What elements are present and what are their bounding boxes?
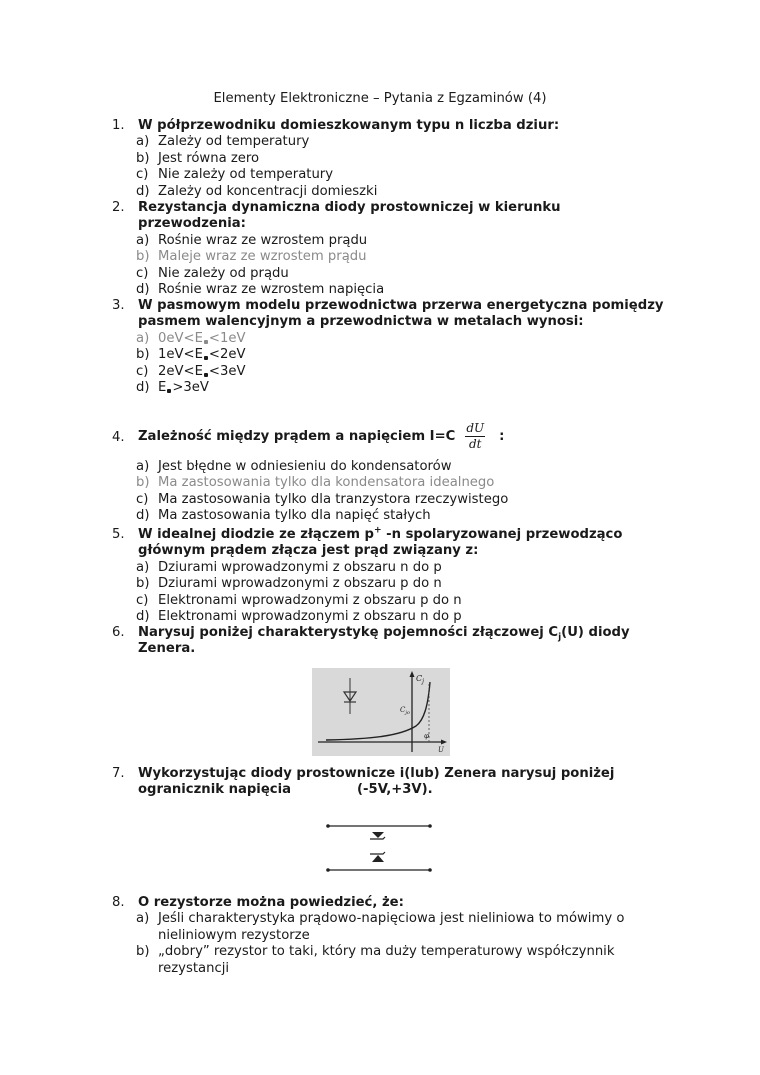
question-text: Wykorzystując diody prostownicze i(lub) Zenera narysuj poniżej ogranicznik napięcia (-5V,+3V). [138, 766, 615, 798]
zener-diode-bar [370, 852, 385, 854]
answer-option-highlighted: a) 0eV<E <1eV [136, 330, 246, 346]
answer-option: a) Rośnie wraz ze wzrostem prądu [136, 232, 368, 248]
question-text: Rezystancja dynamiczna diody prostowniczej w kierunku przewodzenia: [138, 200, 561, 232]
answer-option: a) Jeśli charakterystyka prądowo-napięciowa jest nieliniowa to mówimy o nieliniowym rezystorze [136, 911, 625, 943]
answer-option: c) Ma zastosowania tylko dla tranzystora rzeczywistego [136, 491, 509, 507]
answer-option: d) Ma zastosowania tylko dla napięć stałych [136, 508, 431, 524]
question-text: W idealnej diodzie ze złączem p+ -n spolaryzowanej przewodząco głównym prądem złącza jest prąd związany z: [138, 525, 623, 559]
answer-option-highlighted: b) Ma zastosowania tylko dla kondensatora idealnego [136, 475, 495, 491]
answer-option: b) Dziurami wprowadzonymi z obszaru p do n [136, 576, 442, 592]
question-text: W półprzewodniku domieszkowanym typu n liczba dziur: [138, 118, 560, 133]
question-7 [112, 766, 672, 799]
question-text: W pasmowym modelu przewodnictwa przerwa energetyczna pomiędzy pasmem walencyjnym a przewodnictwa w metalach wynosi: [138, 298, 664, 330]
question-text: Zależność między prądem a napięciem I=C $\frac{dU}{dt}$ : [138, 420, 505, 451]
question-text: O rezystorze można powiedzieć, że: [138, 895, 404, 910]
capacitance-characteristic-figure [312, 668, 450, 756]
answer-option: a) Dziurami wprowadzonymi z obszaru n do p [136, 559, 442, 575]
subscript-g-mark [204, 373, 208, 377]
question-number: 4. [112, 430, 125, 445]
subscript-g-mark [204, 356, 208, 360]
voltage-range: (-5V,+3V). [357, 782, 433, 798]
answer-option: d) Elektronami wprowadzonymi z obszaru n do p [136, 609, 462, 625]
curve-label: $C_{jo}$ [400, 706, 410, 716]
terminal-node [428, 824, 432, 828]
answer-option: b) Jest równa zero [136, 150, 260, 166]
zener-diode-icon [372, 832, 384, 838]
terminal-node [326, 824, 330, 828]
question-1 [112, 118, 672, 200]
answer-option: c) Nie zależy od temperatury [136, 167, 334, 183]
terminal-node [428, 868, 432, 872]
phi-label: φ [424, 732, 429, 740]
question-5 [112, 527, 672, 625]
answer-option: c) 2eV<E <3eV [136, 363, 246, 379]
subscript-g-mark [167, 389, 171, 393]
question-number: 7. [112, 766, 125, 781]
question-3 [112, 298, 672, 396]
question-number: 5. [112, 527, 125, 542]
answer-option: b) 1eV<E <2eV [136, 347, 246, 363]
question-number: 1. [112, 118, 125, 133]
voltage-limiter-circuit [322, 818, 436, 876]
question-number: 6. [112, 625, 125, 640]
question-2 [112, 200, 672, 298]
question-text: Narysuj poniżej charakterystykę pojemności złączowej $C_j(U)$ diody Zenera. [138, 625, 630, 657]
x-axis-label: U [438, 746, 444, 754]
question-4 [112, 414, 672, 525]
question-number: 3. [112, 298, 125, 313]
answer-option: b) „dobry” rezystor to taki, który ma duży temperaturowy współczynnik rezystancji [136, 944, 615, 976]
question-number: 8. [112, 895, 125, 910]
terminal-node [326, 868, 330, 872]
answer-option: d) E >3eV [136, 380, 209, 396]
subscript-g-mark [204, 340, 208, 344]
answer-option: a) Jest błędne w odniesieniu do kondensatorów [136, 459, 452, 474]
answer-option-highlighted: b) Maleje wraz ze wzrostem prądu [136, 249, 367, 265]
question-8 [112, 895, 672, 977]
answer-option: c) Elektronami wprowadzonymi z obszaru p do n [136, 592, 462, 608]
fraction-du-dt: $\frac{dU}{dt}$ [466, 420, 485, 451]
answer-option: a) Zależy od temperatury [136, 134, 310, 150]
answer-option: d) Zależy od koncentracji domieszki [136, 183, 378, 199]
document-title: Elementy Elektroniczne – Pytania z Egzaminów (4) [213, 91, 547, 106]
zener-diode-icon [372, 855, 384, 862]
question-number: 2. [112, 200, 125, 215]
question-6 [112, 625, 672, 658]
answer-option: d) Rośnie wraz ze wzrostem napięcia [136, 282, 385, 298]
answer-option: c) Nie zależy od prądu [136, 265, 289, 281]
y-axis-label: $C_j$ [416, 674, 424, 685]
